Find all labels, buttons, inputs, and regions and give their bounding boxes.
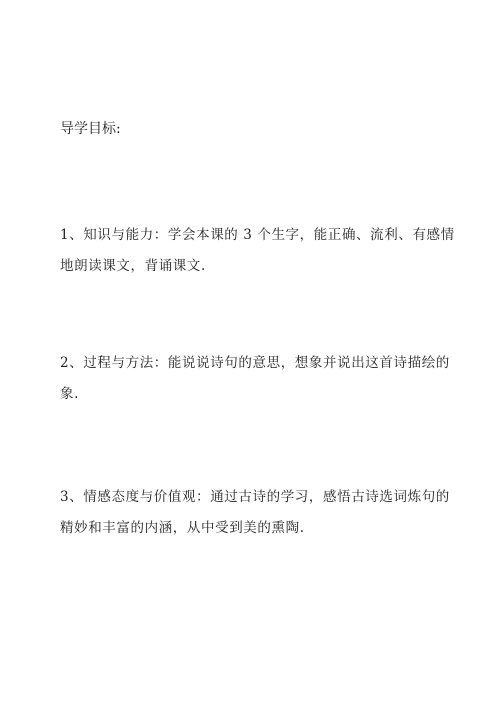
- objective-paragraph-1: [60, 220, 455, 282]
- paragraph-line: 精妙和丰富的内涵，从中受到美的熏陶.: [60, 520, 305, 536]
- paragraph-line: 象.: [60, 386, 79, 402]
- paragraph-line: 3、情感态度与价值观：通过古诗的学习，感悟古诗选词炼句的: [60, 489, 450, 505]
- paragraph-line: 1、知识与能力：学会本课的 3 个生字，能正确、流利、有感情: [60, 227, 455, 243]
- objective-paragraph-2: [60, 348, 450, 410]
- paragraph-line: 地朗读课文，背诵课文.: [60, 258, 206, 274]
- objective-paragraph-3: [60, 482, 450, 544]
- paragraph-line: 2、过程与方法：能说说诗句的意思，想象并说出这首诗描绘的: [60, 355, 450, 371]
- page-heading: 导学目标:: [60, 121, 121, 137]
